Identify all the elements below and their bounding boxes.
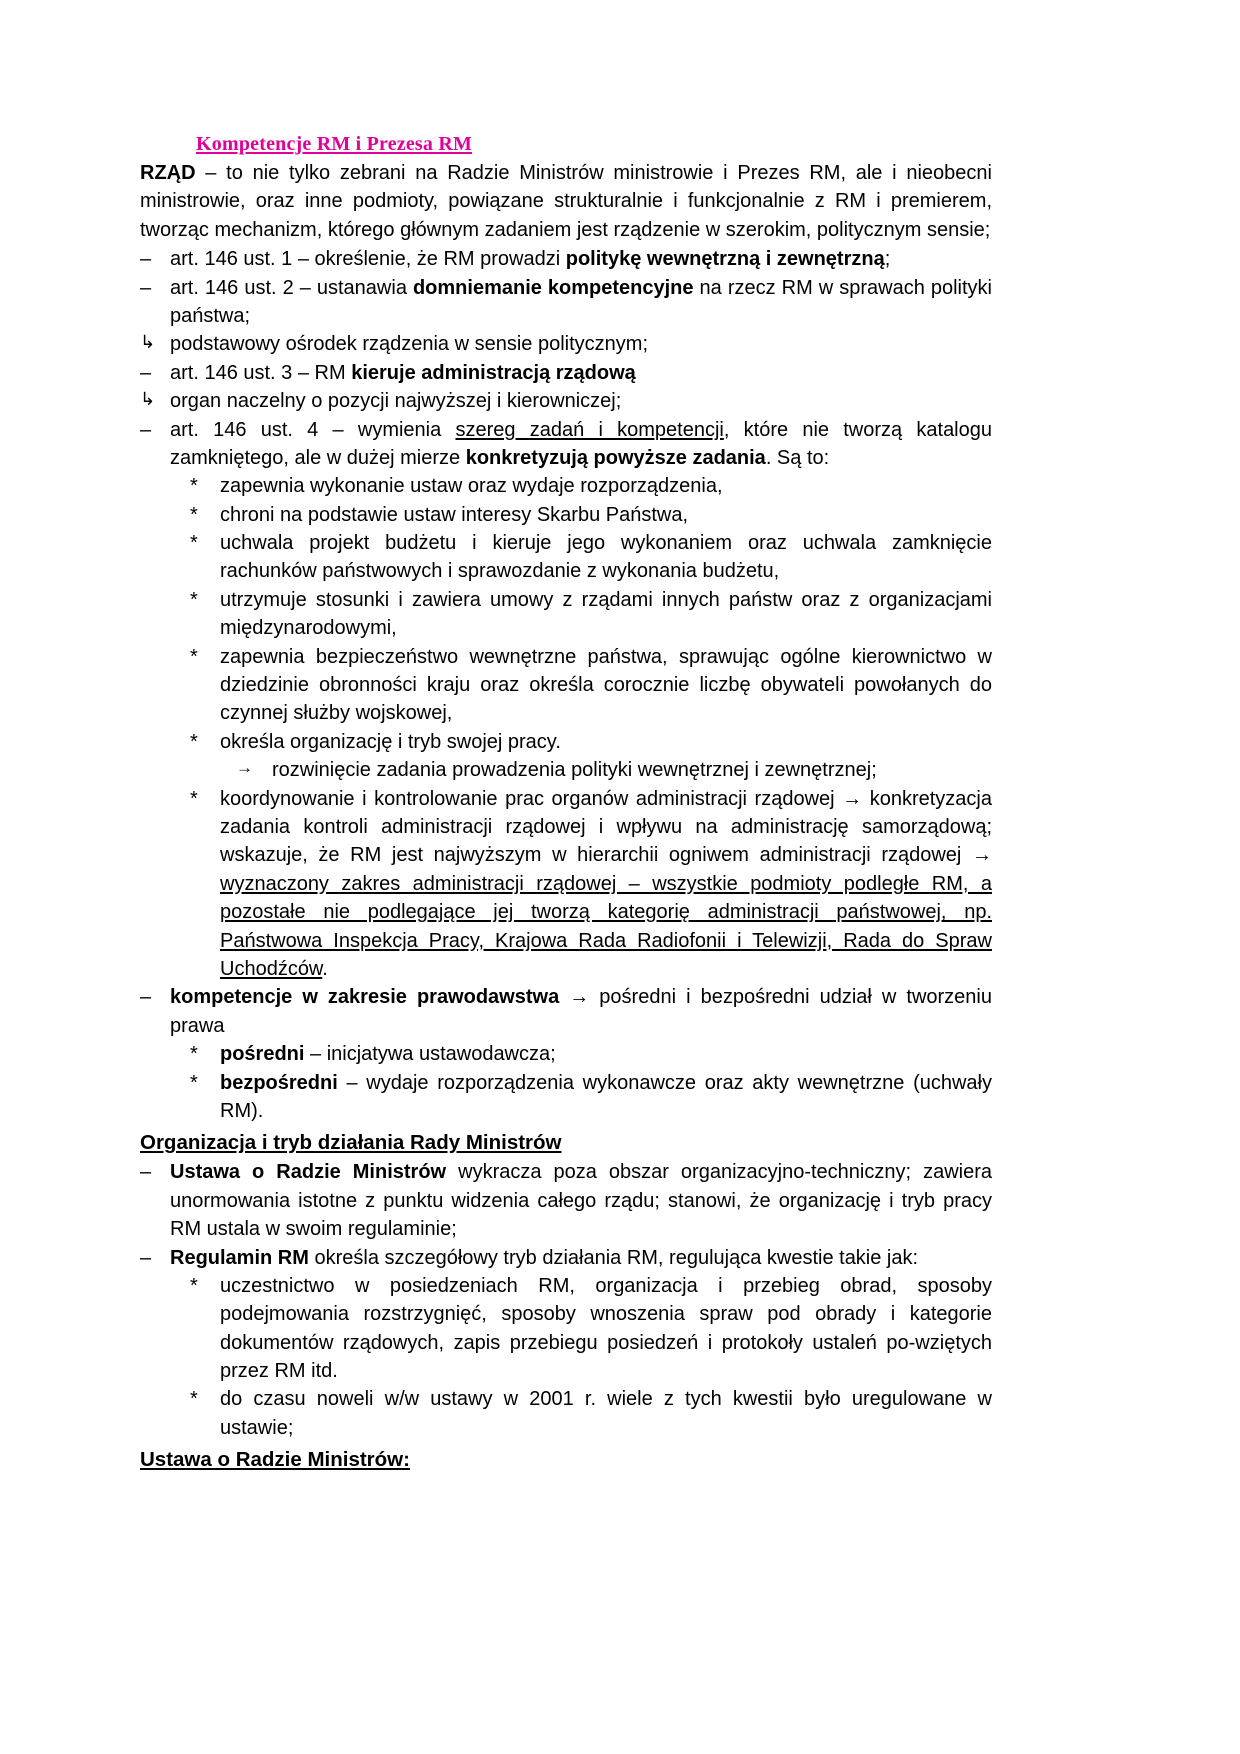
sub-list-item-text-bold: pośredni (220, 1043, 305, 1066)
list-item-text-bold: kieruje administracją rządową (351, 361, 636, 384)
list-item-body (170, 416, 992, 473)
sub-list-item (190, 1272, 992, 1386)
sub-list-item-text-bold: bezpośredni (220, 1071, 338, 1094)
asterisk-bullet-icon: * (190, 1071, 198, 1094)
list-item-body: podstawowy ośrodek rządzenia w sensie politycznym; (170, 333, 648, 356)
list-item-text-pre: art. 146 ust. 3 – RM (170, 361, 352, 384)
sub-list-item-text: zapewnia wykonanie ustaw oraz wydaje rozporządzenia, (220, 475, 723, 498)
dash-bullet-icon: – (140, 986, 152, 1009)
sub-list-item-text: chroni na podstawie ustaw interesy Skarbu Państwa, (220, 503, 689, 526)
sub-list-item (190, 785, 992, 984)
sub-list-item-text-pre: koordynowanie i kontrolowanie prac organów administracji rządowej → konkretyzacja zadania kontroli administracji rządowej i wpływu na administrację samorządową; wskazuje, że RM jest najwyższym w hierarchii ogniwem administracji rządowej → (220, 787, 992, 867)
sub-list-item (190, 586, 992, 643)
dash-bullet-icon: – (140, 361, 152, 384)
section-heading-ustawa-text: Ustawa o Radzie Ministrów: (140, 1448, 410, 1472)
list-item-text: określa szczegółowy tryb działania RM, regulująca kwestie takie jak: (308, 1246, 919, 1269)
sub-list-item-body (220, 1040, 992, 1068)
list-item-text-bold: konkretyzują powyższe zadania (465, 446, 766, 469)
sub-list-item-text: uczestnictwo w posiedzeniach RM, organizacja i przebieg obrad, sposoby podejmowania rozstrzygnięć, sposoby wnoszenia spraw pod obrady i kategorie dokumentów rządowych, zapis przebiegu posiedzeń i protokoły ustaleń po-wziętych przez RM itd. (220, 1274, 992, 1383)
list-item-body (170, 359, 992, 387)
dash-bullet-icon: – (140, 248, 152, 271)
list-item-text-bold: Ustawa o Radzie Ministrów (170, 1161, 447, 1184)
list-item (140, 274, 992, 331)
hook-arrow-bullet-icon: ↳ (140, 332, 156, 353)
dash-bullet-icon: – (140, 276, 152, 299)
list-item (140, 983, 992, 1040)
list-item (140, 1244, 992, 1272)
lead-paragraph (140, 159, 992, 244)
sub-sub-list-item-text: rozwinięcie zadania prowadzenia polityki wewnętrznej i zewnętrznej; (272, 759, 877, 782)
hook-arrow-bullet-icon: ↳ (140, 389, 156, 410)
section-heading-ustawa (140, 1446, 992, 1473)
list-item-text-mid: , które nie tworzą katalogu zamkniętego, ale w dużej mierze (170, 418, 992, 469)
lead-paragraph-text: – to nie tylko zebrani na Radzie Ministrów ministrowie i Prezes RM, ale i nieobecni ministrowie, oraz inne podmioty, powiązane strukturalnie i funkcjonalnie z RM i premierem, tworząc mechanizm, którego głównym zadaniem jest rządzenie w szerokim, politycznym sensie; (140, 162, 992, 241)
list-item-text-pre: art. 146 ust. 2 – ustanawia (170, 276, 413, 299)
asterisk-bullet-icon: * (190, 475, 198, 498)
list-item-text-underlined: szereg zadań i kompetencji (455, 418, 724, 441)
sub-list-item-text: utrzymuje stosunki i zawiera umowy z rządami innych państw oraz z organizacjami międzynarodowymi, (220, 588, 992, 640)
sub-list-item (190, 643, 992, 728)
document-content (140, 132, 992, 1475)
asterisk-bullet-icon: * (190, 730, 198, 753)
asterisk-bullet-icon: * (190, 1043, 198, 1066)
list-item-text-pre: art. 146 ust. 1 – określenie, że RM prowadzi (170, 248, 566, 271)
sub-list-item-body (220, 1069, 992, 1126)
list-item (140, 330, 992, 358)
asterisk-bullet-icon: * (190, 787, 198, 810)
list-item-body (170, 983, 992, 1040)
sub-list-item (190, 501, 992, 529)
sub-list-item-text: zapewnia bezpieczeństwo wewnętrzne państwa, sprawując ogólne kierownictwo w dziedzinie obronności kraju oraz określa corocznie liczbę obywateli powołanych do czynnej służby wojskowej, (220, 645, 992, 725)
section-heading-organizacja-text: Organizacja i tryb działania Rady Ministrów (140, 1131, 562, 1155)
list-item-text-bold: domniemanie kompetencyjne (412, 276, 694, 299)
list-item (140, 245, 992, 273)
right-arrow-bullet-icon: → (236, 758, 253, 778)
sub-list-item (190, 529, 992, 586)
list-item-body: organ naczelny o pozycji najwyższej i kierowniczej; (170, 390, 622, 413)
sub-list-item (190, 1040, 992, 1068)
dash-bullet-icon: – (140, 1161, 152, 1184)
list-item-body (170, 245, 992, 273)
list-item (140, 387, 992, 415)
asterisk-bullet-icon: * (190, 503, 198, 526)
list-item (140, 359, 992, 387)
asterisk-bullet-icon: * (190, 1274, 198, 1297)
sub-sub-list-item (236, 756, 992, 784)
sub-list-item (190, 728, 992, 756)
list-item-body (170, 274, 992, 331)
list-item-text-post: . Są to: (765, 446, 830, 469)
list-item-text-bold: politykę wewnętrzną i zewnętrzną (565, 248, 885, 271)
list-item-text-bold: Regulamin RM (170, 1246, 309, 1269)
list-item-text-bold: kompetencje w zakresie prawodawstwa (170, 986, 560, 1009)
sub-list-item (190, 1069, 992, 1126)
page-title: Kompetencje RM i Prezesa RM (196, 133, 473, 155)
list-item-text-post: na rzecz RM w sprawach polityki państwa; (170, 276, 992, 327)
sub-list-item-text: – inicjatywa ustawodawcza; (304, 1043, 556, 1066)
sub-list-item-text: uchwala projekt budżetu i kieruje jego wykonaniem oraz uchwala zamknięcie rachunków państwowych i sprawozdanie z wykonania budżetu, (220, 532, 992, 583)
sub-list-item-body (220, 785, 992, 984)
asterisk-bullet-icon: * (190, 645, 198, 668)
sub-list-item-text: – wydaje rozporządzenia wykonawcze oraz akty wewnętrzne (uchwały RM). (220, 1071, 992, 1122)
dash-bullet-icon: – (140, 418, 152, 441)
lead-paragraph-bold-term: RZĄD (140, 162, 196, 184)
list-item-text-pre: art. 146 ust. 4 – wymienia (170, 418, 456, 441)
list-item (140, 1158, 992, 1243)
asterisk-bullet-icon: * (190, 1388, 198, 1411)
sub-list-item-text: do czasu noweli w/w ustawy w 2001 r. wiele z tych kwestii było uregulowane w ustawie; (220, 1388, 992, 1439)
list-item-text: wykracza poza obszar organizacyjno-techniczny; zawiera unormowania istotne z punktu widzenia całego rządu; stanowi, że organizację i tryb pracy RM ustala w swoim regulaminie; (170, 1161, 992, 1241)
list-item-text-post: → pośredni i bezpośredni udział w tworzeniu prawa (170, 986, 992, 1037)
list-item-body (170, 1244, 992, 1272)
asterisk-bullet-icon: * (190, 532, 198, 555)
asterisk-bullet-icon: * (190, 588, 198, 611)
sub-list-item-text: określa organizację i tryb swojej pracy. (220, 730, 561, 753)
sub-list-item-text-post: . (322, 957, 328, 980)
dash-bullet-icon: – (140, 1246, 152, 1269)
sub-list-item (190, 472, 992, 500)
list-item-text-post: ; (884, 248, 891, 271)
sub-list-item (190, 1385, 992, 1442)
list-item (140, 416, 992, 473)
sub-list-item-text-underlined: wyznaczony zakres administracji rządowej – wszystkie podmioty podległe RM, a pozostałe nie podlegające jej tworzą kategorię administracji państwowej, np. Państwowa Inspekcja Pracy, Krajowa Rada Radiofonii i Telewizji, Rada do Spraw Uchodźców (220, 872, 992, 980)
list-item-body (170, 1158, 992, 1243)
section-heading-organizacja (140, 1129, 992, 1156)
